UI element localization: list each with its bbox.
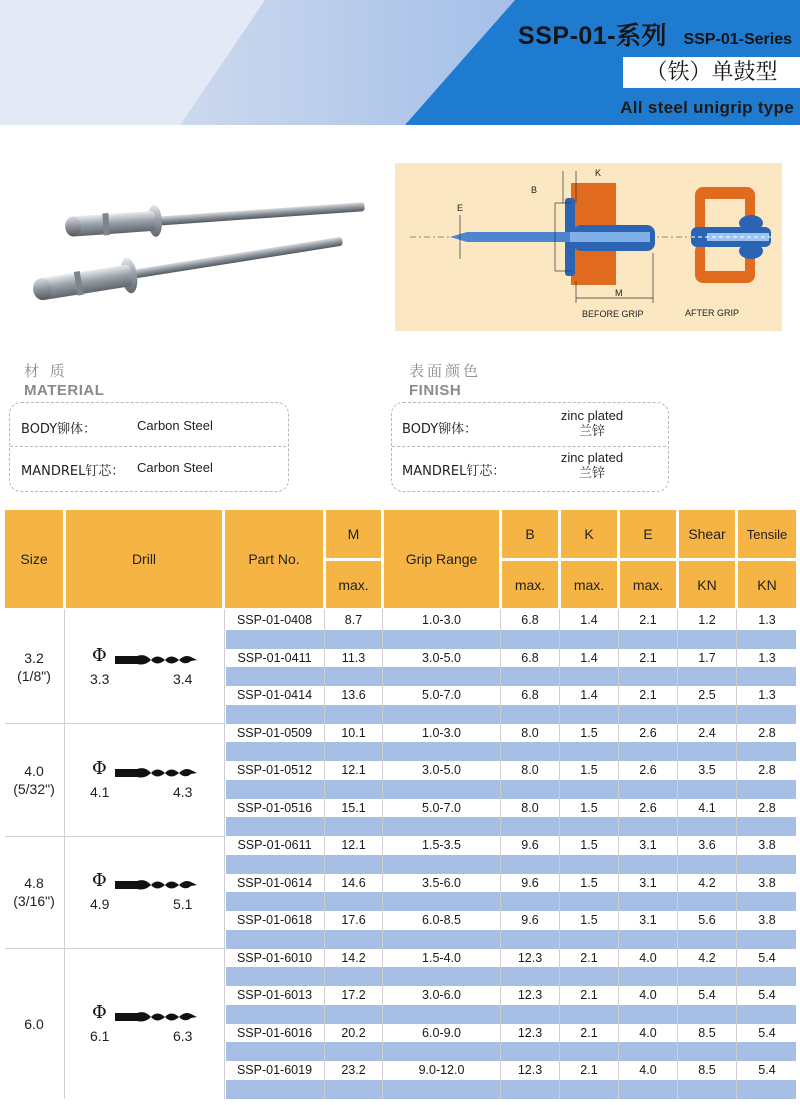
cell-grip-range: 1.0-3.0 xyxy=(422,613,461,627)
cell-m-max: 12.1 xyxy=(341,763,366,777)
cell-tensile: 3.8 xyxy=(758,875,776,890)
header-drill: Drill xyxy=(66,510,222,608)
cell-k-max: 1.5 xyxy=(580,725,598,740)
cell-shear: 3.5 xyxy=(698,763,716,777)
size-metric: 4.0 xyxy=(24,762,44,779)
column-divider xyxy=(559,609,560,1099)
cell-grip-range: 3.0-5.0 xyxy=(422,763,461,777)
cell-k-max: 1.5 xyxy=(580,763,598,777)
material-mandrel-value: Carbon Steel xyxy=(137,460,213,475)
cell-b-max: 8.0 xyxy=(521,763,539,777)
finish-title-cn: 表面颜色 xyxy=(409,362,482,380)
table-row xyxy=(226,686,796,705)
cell-m-max: 17.6 xyxy=(341,913,366,927)
cell-b-max: 6.8 xyxy=(521,650,539,665)
cell-m-max: 13.6 xyxy=(341,688,366,702)
cell-part-no: SSP-01-0414 xyxy=(236,688,313,702)
column-divider xyxy=(382,609,383,1099)
cell-grip-range: 1.5-3.5 xyxy=(422,838,461,852)
rivet-image-2 xyxy=(30,224,345,309)
header-b-unit: max. xyxy=(502,561,558,608)
page-title xyxy=(518,16,792,52)
header-grip-range: Grip Range xyxy=(384,510,499,608)
header-e: E xyxy=(620,510,676,558)
cell-m-max: 14.6 xyxy=(341,875,366,890)
rivet-product-photo xyxy=(25,190,370,310)
rivet-image-1 xyxy=(64,190,366,243)
size-label xyxy=(5,874,63,910)
drill-max: 3.4 xyxy=(173,671,193,688)
cell-grip-range: 3.0-6.0 xyxy=(422,988,461,1002)
cell-shear: 8.5 xyxy=(698,1063,716,1077)
cell-part-no: SSP-01-0516 xyxy=(236,800,313,815)
cell-k-max: 1.5 xyxy=(580,838,598,852)
cell-tensile: 2.8 xyxy=(758,725,776,740)
cell-part-no: SSP-01-6016 xyxy=(236,1025,313,1040)
cell-k-max: 1.4 xyxy=(580,613,598,627)
group-divider xyxy=(5,836,224,837)
cell-tensile: 1.3 xyxy=(758,613,776,627)
cell-grip-range: 6.0-9.0 xyxy=(422,1025,461,1040)
cell-k-max: 2.1 xyxy=(580,1063,598,1077)
drill-bit-icon xyxy=(115,1010,197,1024)
finish-divider xyxy=(392,446,666,447)
cell-m-max: 12.1 xyxy=(341,838,366,852)
header-m: M xyxy=(326,510,381,558)
cell-shear: 2.5 xyxy=(698,688,716,702)
cell-e-max: 2.1 xyxy=(639,688,657,702)
cell-shear: 3.6 xyxy=(698,838,716,852)
size-metric: 3.2 xyxy=(24,650,44,667)
finish-mandrel-value-cn: 兰锌 xyxy=(578,466,605,481)
column-divider xyxy=(64,609,65,1099)
cell-m-max: 23.2 xyxy=(341,1063,366,1077)
cell-b-max: 12.3 xyxy=(517,988,543,1002)
cell-tensile: 3.8 xyxy=(758,838,776,852)
header-size: Size xyxy=(5,510,63,608)
cell-m-max: 17.2 xyxy=(341,988,366,1002)
cell-part-no: SSP-01-0411 xyxy=(237,650,312,665)
header-b: B xyxy=(502,510,558,558)
cell-grip-range: 1.0-3.0 xyxy=(422,725,461,740)
cell-shear: 4.2 xyxy=(698,875,716,890)
table-row xyxy=(226,724,796,743)
size-metric: 4.8 xyxy=(24,875,44,892)
series-title-cn: SSP-01-系列 xyxy=(518,22,668,50)
cell-e-max: 4.0 xyxy=(639,1063,657,1077)
material-divider xyxy=(10,446,286,447)
cell-b-max: 12.3 xyxy=(517,1063,543,1077)
cell-b-max: 9.6 xyxy=(521,838,539,852)
header-e-unit: max. xyxy=(620,561,676,608)
cell-tensile: 5.4 xyxy=(758,1025,776,1040)
cell-b-max: 8.0 xyxy=(521,725,539,740)
column-divider xyxy=(500,609,501,1099)
cell-shear: 4.1 xyxy=(698,800,716,815)
cell-tensile: 5.4 xyxy=(758,988,776,1002)
header-part-no: Part No. xyxy=(225,510,323,608)
cell-grip-range: 3.0-5.0 xyxy=(422,650,461,665)
drill-bit-icon xyxy=(115,766,197,780)
row-band xyxy=(226,630,796,649)
drill-max: 5.1 xyxy=(173,896,193,913)
cell-e-max: 4.0 xyxy=(639,988,657,1002)
cell-grip-range: 5.0-7.0 xyxy=(422,688,461,702)
cell-k-max: 1.5 xyxy=(580,875,598,890)
cell-b-max: 6.8 xyxy=(521,613,539,627)
cell-part-no: SSP-01-0408 xyxy=(236,613,313,627)
cell-e-max: 2.1 xyxy=(639,650,657,665)
cell-k-max: 1.4 xyxy=(580,688,598,702)
cell-e-max: 3.1 xyxy=(639,838,657,852)
header-m-unit: max. xyxy=(326,561,381,608)
cell-part-no: SSP-01-6013 xyxy=(236,988,313,1002)
column-divider xyxy=(677,609,678,1099)
cell-part-no: SSP-01-0509 xyxy=(236,725,313,740)
header-shear: Shear xyxy=(679,510,735,558)
cell-e-max: 2.6 xyxy=(639,725,657,740)
cell-k-max: 2.1 xyxy=(580,988,598,1002)
drill-size xyxy=(67,1002,223,1048)
finish-mandrel-value xyxy=(540,450,644,482)
material-title-cn: 材 质 xyxy=(24,362,68,380)
dimension-label-k: K xyxy=(595,168,602,178)
finish-body-label: BODY铆体： xyxy=(402,422,478,437)
row-band xyxy=(226,855,796,874)
cell-m-max: 15.1 xyxy=(341,800,366,815)
table-row xyxy=(226,761,796,780)
cell-part-no: SSP-01-0611 xyxy=(237,838,312,852)
size-metric: 6.0 xyxy=(24,1015,44,1032)
table-row xyxy=(226,986,796,1005)
drill-min: 6.1 xyxy=(90,1027,110,1044)
drill-min: 3.3 xyxy=(90,671,110,688)
cell-tensile: 3.8 xyxy=(758,913,776,927)
before-grip-label: BEFORE GRIP xyxy=(582,309,644,319)
cell-shear: 5.6 xyxy=(698,913,716,927)
drill-max: 4.3 xyxy=(173,783,193,800)
cell-k-max: 2.1 xyxy=(580,1025,598,1040)
row-band xyxy=(226,705,796,724)
cell-part-no: SSP-01-0614 xyxy=(236,875,313,890)
size-label xyxy=(5,762,63,798)
cell-shear: 5.4 xyxy=(698,988,716,1002)
cell-b-max: 12.3 xyxy=(517,1025,543,1040)
table-row xyxy=(226,611,796,630)
size-inch: (5/32") xyxy=(13,780,55,797)
size-inch: (3/16") xyxy=(13,893,55,910)
cell-tensile: 5.4 xyxy=(758,1063,776,1077)
cell-m-max: 14.2 xyxy=(341,950,366,965)
cell-m-max: 11.3 xyxy=(341,650,366,665)
cell-shear: 8.5 xyxy=(698,1025,716,1040)
cell-part-no: SSP-01-0512 xyxy=(236,763,313,777)
header-k-unit: max. xyxy=(561,561,617,608)
drill-min: 4.1 xyxy=(90,783,110,800)
row-band xyxy=(226,817,796,836)
finish-title-en: FINISH xyxy=(409,382,462,399)
cell-e-max: 2.6 xyxy=(639,763,657,777)
material-body-value: Carbon Steel xyxy=(137,418,213,433)
header-tensile-unit: KN xyxy=(738,561,796,608)
row-band xyxy=(226,780,796,799)
group-divider xyxy=(5,948,224,949)
table-row xyxy=(226,1061,796,1080)
cell-tensile: 1.3 xyxy=(758,688,776,702)
cell-b-max: 9.6 xyxy=(521,875,539,890)
cell-tensile: 2.8 xyxy=(758,800,776,815)
type-title-cn: （铁）单鼓型 xyxy=(623,57,800,88)
cell-b-max: 9.6 xyxy=(521,913,539,927)
cell-tensile: 1.3 xyxy=(758,650,776,665)
cell-e-max: 3.1 xyxy=(639,875,657,890)
cell-e-max: 2.1 xyxy=(639,613,657,627)
type-title-en: All steel unigrip type xyxy=(620,98,794,117)
cell-e-max: 4.0 xyxy=(639,1025,657,1040)
cell-part-no: SSP-01-6019 xyxy=(236,1063,313,1077)
dimension-label-m: M xyxy=(615,288,623,298)
material-mandrel-label: MANDREL钉芯： xyxy=(21,464,125,479)
finish-body-value-cn: 兰锌 xyxy=(578,424,605,439)
group-divider xyxy=(5,723,224,724)
cell-grip-range: 6.0-8.5 xyxy=(422,913,461,927)
cell-b-max: 8.0 xyxy=(521,800,539,815)
after-grip-label: AFTER GRIP xyxy=(685,308,740,318)
header-shear-unit: KN xyxy=(679,561,735,608)
finish-body-value xyxy=(540,408,644,440)
table-row xyxy=(226,874,796,893)
header-banner xyxy=(0,0,800,125)
row-band xyxy=(226,967,796,986)
finish-body-value-en: zinc plated xyxy=(560,408,624,423)
table-row xyxy=(226,949,796,968)
drill-bit-icon xyxy=(115,653,197,667)
table-row xyxy=(226,911,796,930)
diameter-symbol: Φ xyxy=(92,757,107,779)
cell-m-max: 20.2 xyxy=(341,1025,366,1040)
cell-m-max: 10.1 xyxy=(341,725,366,740)
row-band xyxy=(226,892,796,911)
cell-grip-range: 9.0-12.0 xyxy=(418,1063,465,1077)
material-body-label: BODY铆体： xyxy=(21,422,97,437)
drill-size xyxy=(67,758,223,804)
column-divider xyxy=(618,609,619,1099)
size-inch: (1/8") xyxy=(17,668,51,685)
table-row xyxy=(226,836,796,855)
cell-shear: 1.2 xyxy=(698,613,716,627)
finish-mandrel-value-en: zinc plated xyxy=(560,450,624,465)
drill-size xyxy=(67,870,223,916)
table-row xyxy=(226,799,796,818)
table-row xyxy=(226,649,796,668)
table-row xyxy=(226,1024,796,1043)
cell-e-max: 3.1 xyxy=(639,913,657,927)
column-divider xyxy=(324,609,325,1099)
cell-k-max: 2.1 xyxy=(580,950,598,965)
header-tensile: Tensile xyxy=(738,510,796,558)
grip-diagram xyxy=(395,163,782,331)
cell-shear: 4.2 xyxy=(698,950,716,965)
diameter-symbol: Φ xyxy=(92,1001,107,1023)
dimension-label-b: B xyxy=(531,185,538,195)
column-divider xyxy=(736,609,737,1099)
drill-size xyxy=(67,645,223,691)
column-divider xyxy=(224,609,225,1099)
cell-m-max: 8.7 xyxy=(344,613,363,627)
cell-shear: 1.7 xyxy=(698,650,716,665)
cell-shear: 2.4 xyxy=(698,725,716,740)
cell-e-max: 2.6 xyxy=(639,800,657,815)
row-band xyxy=(226,667,796,686)
diameter-symbol: Φ xyxy=(92,870,107,892)
row-band xyxy=(226,1005,796,1024)
drill-min: 4.9 xyxy=(90,896,110,913)
row-band xyxy=(226,1080,796,1099)
row-band xyxy=(226,742,796,761)
cell-k-max: 1.4 xyxy=(580,650,598,665)
dimension-label-e: E xyxy=(457,203,464,213)
drill-bit-icon xyxy=(115,878,197,892)
grip-diagram-drawing xyxy=(395,163,782,331)
cell-grip-range: 3.5-6.0 xyxy=(422,875,461,890)
diameter-symbol: Φ xyxy=(92,645,107,667)
row-band xyxy=(226,1042,796,1061)
cell-e-max: 4.0 xyxy=(639,950,657,965)
material-title-en: MATERIAL xyxy=(24,382,105,399)
cell-part-no: SSP-01-6010 xyxy=(236,950,313,965)
cell-b-max: 6.8 xyxy=(521,688,539,702)
row-band xyxy=(226,930,796,949)
series-title-en: SSP-01-Series xyxy=(683,31,792,48)
size-label xyxy=(5,649,63,685)
cell-b-max: 12.3 xyxy=(517,950,543,965)
cell-k-max: 1.5 xyxy=(580,913,598,927)
drill-max: 6.3 xyxy=(173,1027,193,1044)
cell-tensile: 2.8 xyxy=(758,763,776,777)
header-k: K xyxy=(561,510,617,558)
cell-tensile: 5.4 xyxy=(758,950,776,965)
cell-grip-range: 5.0-7.0 xyxy=(422,800,461,815)
finish-mandrel-label: MANDREL钉芯： xyxy=(402,464,506,479)
cell-k-max: 1.5 xyxy=(580,800,598,815)
cell-grip-range: 1.5-4.0 xyxy=(422,950,461,965)
size-label xyxy=(5,1015,63,1033)
cell-part-no: SSP-01-0618 xyxy=(236,913,313,927)
